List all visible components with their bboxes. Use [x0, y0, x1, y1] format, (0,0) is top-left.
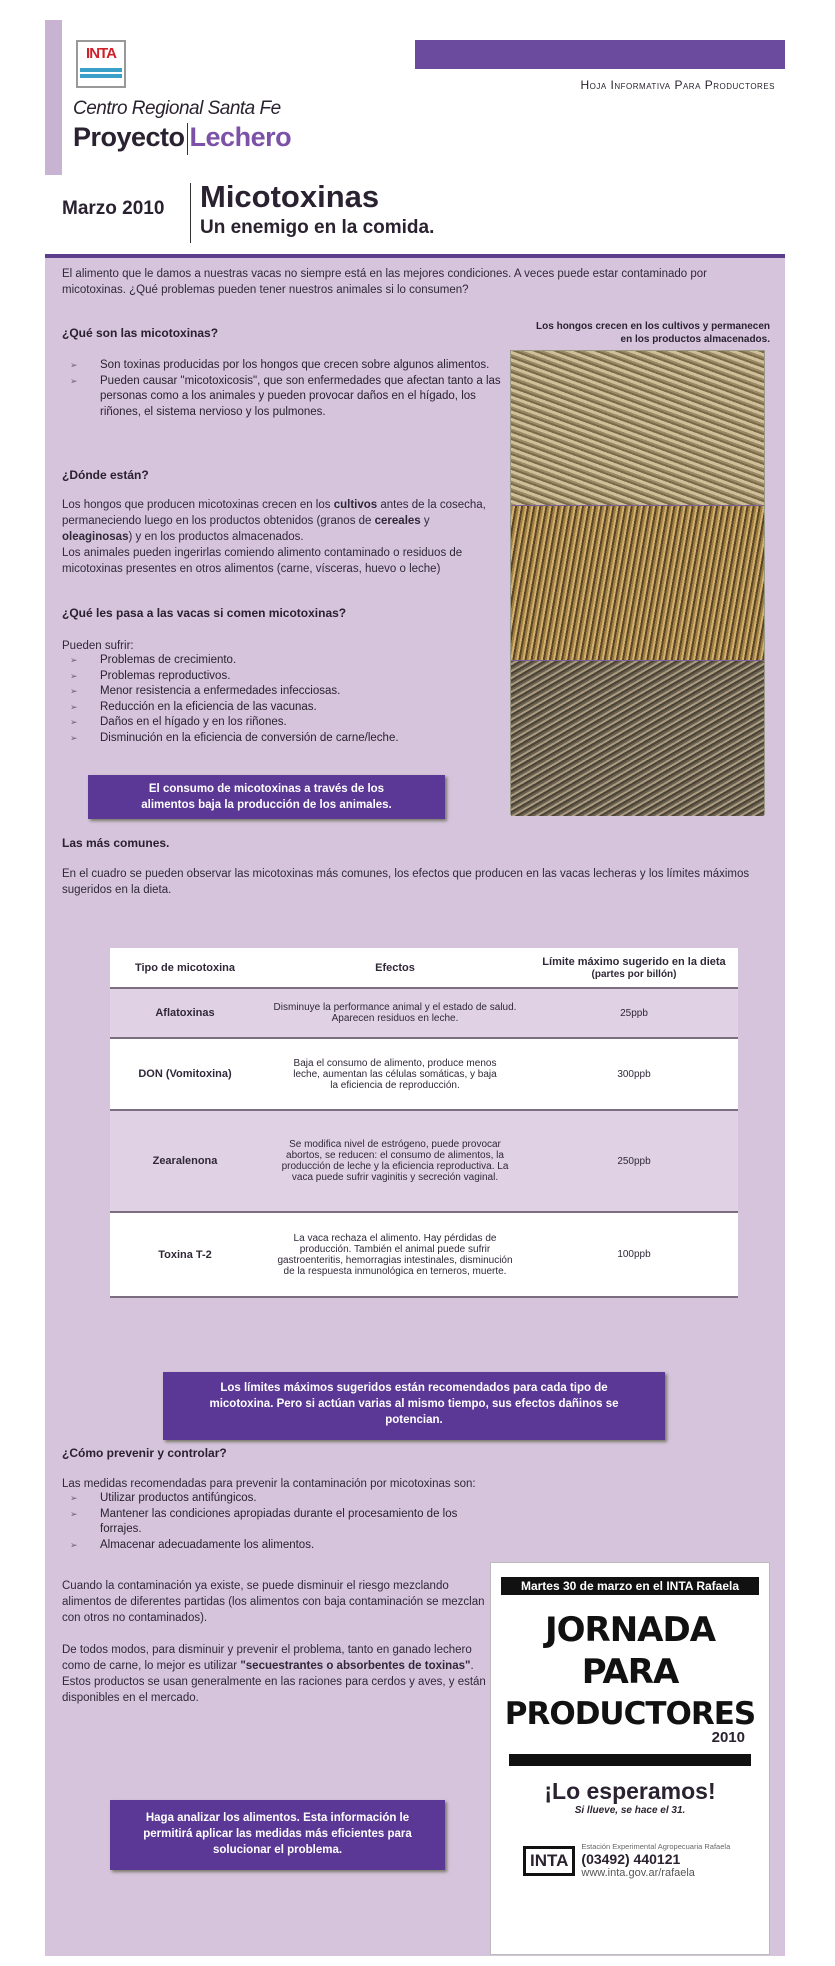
divider — [509, 1754, 751, 1766]
section-heading: ¿Cómo prevenir y controlar? — [62, 1446, 227, 1460]
event-contact: INTA Estación Experimental Agropecuaria Rafaela (03492) 440121 www.inta.gov.ar/rafaela — [523, 1842, 769, 1879]
table-row: Toxina T-2 La vaca rechaza el alimento. Hay pérdidas de producción. También el animal puede sufrir gastroenteritis, hemorragias intestinales, disminución de la respuesta inmunológica en terneros, muerte. 100ppb — [110, 1212, 738, 1297]
table-header: Tipo de micotoxina Efectos Límite máximo sugerido en la dieta (partes por billón) — [110, 948, 738, 988]
paragraph: Las medidas recomendadas para prevenir la contaminación por micotoxinas son: — [62, 1478, 476, 1490]
paragraph: Pueden sufrir: — [62, 640, 134, 652]
forage-photos — [510, 350, 765, 815]
bullet-list — [62, 653, 502, 746]
issue-date: Marzo 2010 — [62, 198, 165, 219]
table-row: Aflatoxinas Disminuye la performance animal y el estado de salud. Aparecen residuos en leche. 25ppb — [110, 988, 738, 1038]
centro-regional: Centro Regional Santa Fe — [73, 98, 281, 119]
event-title-line: PRODUCTORES — [504, 1696, 756, 1732]
photo-caption: Los hongos crecen en los cultivos y permanecen en los productos almacenados. — [536, 321, 770, 345]
list-item: ➢ Reducción en la eficiencia de las vacunas. — [62, 700, 502, 716]
list-item: ➢ Problemas reproductivos. — [62, 669, 502, 685]
section-heading: ¿Qué les pasa a las vacas si comen micotoxinas? — [62, 606, 347, 620]
header-bar — [415, 40, 785, 69]
table-row: DON (Vomitoxina) Baja el consumo de alimento, produce menos leche, aumentan las células somáticas, y baja la eficiencia de reproducción. 300ppb — [110, 1038, 738, 1110]
website-link[interactable]: www.inta.gov.ar/rafaela — [581, 1867, 695, 1879]
mycotoxin-table — [110, 948, 738, 1298]
list-item: ➢ Almacenar adecuadamente los alimentos. — [62, 1538, 492, 1554]
section-heading: ¿Qué son las micotoxinas? — [62, 326, 219, 340]
paragraph: Cuando la contaminación ya existe, se puede disminuir el riesgo mezclando alimentos de diferentes partidas (los alimentos con baja contaminación se mezclan con otros no contaminados). — [62, 1580, 485, 1624]
event-flyer — [490, 1562, 770, 1955]
header-strip — [45, 20, 62, 175]
title-divider — [190, 183, 191, 243]
inta-logo: INTA — [523, 1846, 575, 1876]
bullet-list — [62, 358, 502, 420]
list-item: ➢ Disminución en la eficiencia de conversión de carne/leche. — [62, 731, 502, 747]
list-item: ➢ Utilizar productos antifúngicos. — [62, 1491, 492, 1507]
section-heading: Las más comunes. — [62, 836, 170, 850]
paragraph: De todos modos, para disminuir y prevenir el problema, tanto en ganado lechero como de carne, lo mejor es utilizar "secuestrantes o absorbentes de toxinas". Estos productos se usan generalmente en las raciones para cerdos y aves, y están disponibles en el mercado. — [62, 1644, 486, 1704]
event-title-line: JORNADA — [544, 1610, 716, 1650]
list-item: ➢ Problemas de crecimiento. — [62, 653, 502, 669]
event-year: 2010 — [711, 1729, 745, 1746]
paragraph: Los hongos que producen micotoxinas crecen en los cultivos antes de la cosecha, permaneciendo luego en los productos obtenidos (granos de cereales y oleaginosas) y en los productos almacenados. Los animales pueden ingerirlas comiendo alimento contaminado o residuos de micotoxinas presentes en otros alimentos (carne, vísceras, huevo o leche) — [62, 499, 486, 575]
page-title: Micotoxinas — [200, 179, 380, 214]
event-note: Si llueve, se hace el 31. — [574, 1805, 686, 1816]
event-title-line: PARA — [581, 1652, 679, 1692]
list-item: ➢ Menor resistencia a enfermedades infecciosas. — [62, 684, 502, 700]
table-row: Zearalenona Se modifica nivel de estrógeno, puede provocar abortos, se reducen: el consumo de alimentos, la producción de leche y la eficiencia reproductiva. La vaca puede sufrir vaginitis y secreción vaginal. 250ppb — [110, 1110, 738, 1212]
event-cta: ¡Lo esperamos! — [544, 1778, 716, 1804]
list-item: ➢ Pueden causar "micotoxicosis", que son enfermedades que afectan tanto a las personas como a los animales y pueden provocar daños en el hígado, los riñones, el sistema nervioso y los pulmones. — [62, 374, 502, 421]
section-heading: ¿Dónde están? — [62, 468, 149, 482]
list-item: ➢ Son toxinas producidas por los hongos que crecen sobre algunos alimentos. — [62, 358, 502, 374]
inta-logo: INTA — [76, 40, 126, 88]
bullet-list — [62, 1491, 492, 1553]
phone: (03492) 440121 — [581, 1851, 681, 1867]
paragraph: En el cuadro se pueden observar las micotoxinas más comunes, los efectos que producen en las vacas lecheras y los límites máximos sugeridos en la dieta. — [62, 868, 750, 896]
list-item: ➢ Daños en el hígado y en los riñones. — [62, 715, 502, 731]
callout-box: Los límites máximos sugeridos están recomendados para cada tipo de micotoxina. Pero si actúan varias al mismo tiempo, sus efectos dañinos se potencian. — [163, 1372, 665, 1440]
list-item: ➢ Mantener las condiciones apropiadas durante el procesamiento de los forrajes. — [62, 1507, 492, 1538]
callout-box: El consumo de micotoxinas a través de los alimentos baja la producción de los animales. — [88, 775, 445, 819]
event-date: Martes 30 de marzo en el INTA Rafaela — [501, 1577, 759, 1595]
intro-text: El alimento que le damos a nuestras vacas no siempre está en las mejores condiciones. A veces puede estar contaminado por micotoxinas. ¿Qué problemas pueden tener nuestros animales si lo consumen? — [62, 268, 708, 296]
newsletter-label: Hoja Informativa Para Productores — [580, 78, 775, 92]
page-subtitle: Un enemigo en la comida. — [200, 217, 435, 238]
project-title: Proyecto Lechero — [73, 122, 291, 155]
callout-box: Haga analizar los alimentos. Esta información le permitirá aplicar las medidas más eficientes para solucionar el problema. — [110, 1800, 445, 1870]
